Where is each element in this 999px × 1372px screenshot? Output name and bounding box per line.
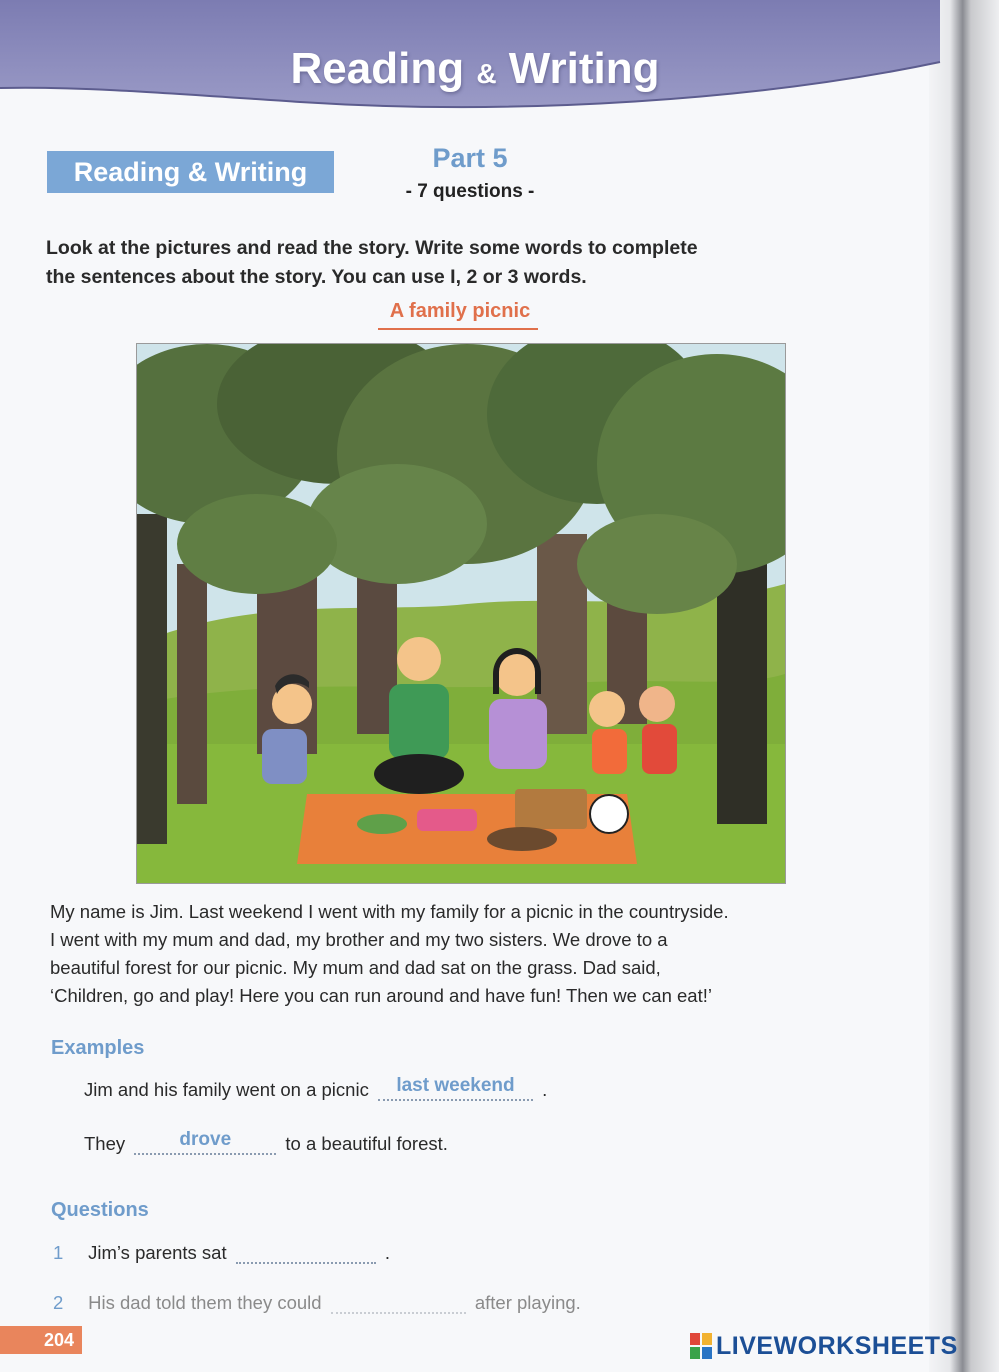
story-line: beautiful forest for our picnic. My mum and dad sat on the grass. Dad said, — [50, 957, 661, 978]
banner-title-amp: & — [476, 58, 497, 89]
question-1-answer-field[interactable] — [236, 1240, 376, 1264]
examples-heading: Examples — [51, 1037, 145, 1059]
example-1-text: Jim and his family went on a picnic — [84, 1079, 369, 1100]
story-line: I went with my mum and dad, my brother and my two sisters. We drove to a — [50, 929, 668, 950]
book-spine-shadow — [929, 0, 999, 1372]
example-2-end: to a beautiful forest. — [285, 1133, 448, 1154]
banner-title-main: Reading — [290, 44, 465, 93]
example-1-answer: last weekend — [396, 1075, 515, 1096]
question-2 — [53, 1290, 581, 1314]
liveworksheets-logo-text: LIVEWORKSHEETS — [716, 1331, 958, 1360]
example-2 — [84, 1131, 448, 1155]
questions-count: - 7 questions - — [405, 181, 535, 202]
instructions-line: the sentences about the story. You can use I, 2 or 3 words. — [46, 266, 587, 288]
instructions — [46, 234, 826, 292]
question-1-text: Jim’s parents sat — [88, 1242, 227, 1263]
liveworksheets-logo[interactable] — [690, 1330, 958, 1362]
question-2-end: after playing. — [474, 1292, 581, 1313]
story-title-underline — [378, 328, 538, 330]
banner-title — [0, 44, 950, 94]
story-line: My name is Jim. Last weekend I went with my family for a picnic in the countryside. — [50, 901, 729, 922]
story-paragraph — [50, 898, 850, 1010]
part-title: Part 5 — [432, 143, 508, 173]
example-2-answer-blank — [134, 1131, 276, 1155]
question-1-end: . — [384, 1242, 391, 1263]
example-1-answer-blank — [378, 1077, 533, 1101]
instructions-line: Look at the pictures and read the story. Write some words to complete — [46, 237, 698, 259]
example-2-text: They — [84, 1133, 126, 1154]
story-title: A family picnic — [389, 300, 531, 322]
question-1 — [53, 1240, 390, 1264]
section-label: Reading & Writing — [47, 151, 334, 193]
banner-title-end: Writing — [508, 44, 660, 93]
story-line: ‘Children, go and play! Here you can run around and have fun! Then we can eat!’ — [50, 985, 712, 1006]
example-1 — [84, 1077, 547, 1101]
picnic-illustration — [136, 343, 786, 884]
example-1-end: . — [542, 1079, 548, 1100]
page-number: 204 — [0, 1326, 82, 1354]
questions-heading: Questions — [51, 1199, 149, 1221]
question-2-text: His dad told them they could — [88, 1292, 322, 1313]
question-2-answer-field[interactable] — [331, 1290, 466, 1314]
liveworksheets-logo-icon — [690, 1333, 712, 1359]
question-1-number: 1 — [53, 1242, 64, 1263]
question-2-number: 2 — [53, 1292, 64, 1313]
example-2-answer: drove — [179, 1129, 232, 1150]
